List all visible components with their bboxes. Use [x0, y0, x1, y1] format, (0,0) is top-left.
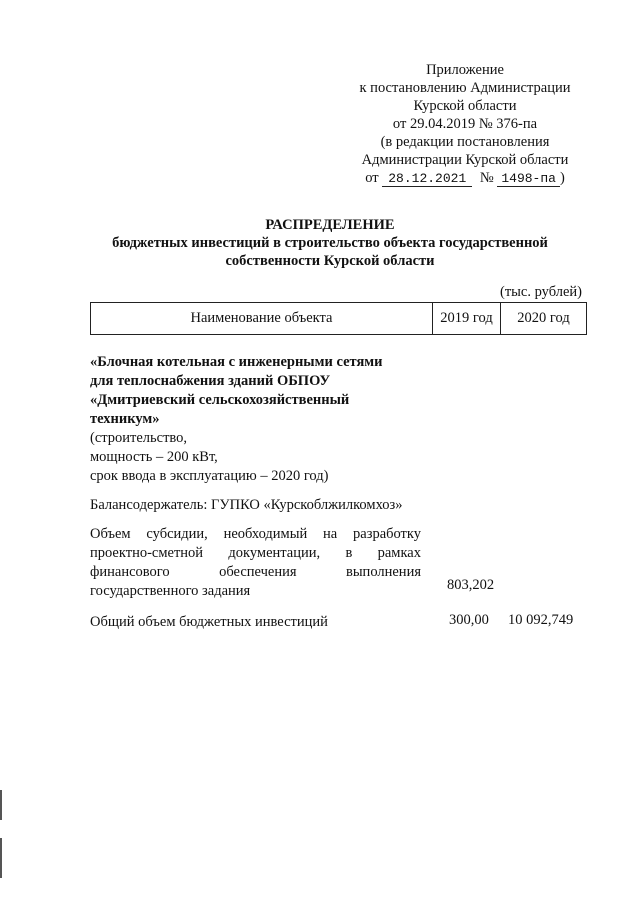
amendment-date: 28.12.2021 — [382, 170, 472, 187]
column-2019-header: 2019 год — [440, 310, 493, 326]
subsidy-line: финансового обеспечения выполнения — [90, 564, 421, 580]
subsidy-value-2019: 803,202 — [447, 577, 495, 593]
document-title: РАСПРЕДЕЛЕНИЕ — [265, 217, 395, 233]
total-value-2019: 300,00 — [449, 612, 489, 628]
subsidy-line: государственного задания — [90, 583, 251, 599]
subsidy-line: проектно-сметной документации, в рамках — [90, 545, 421, 561]
appendix-ref-line: к постановлению Администрации — [359, 80, 571, 96]
object-name-line: техникум» — [90, 411, 160, 427]
column-name-header: Наименование объекта — [190, 310, 333, 326]
object-detail-line: мощность – 200 кВт, — [90, 449, 218, 465]
balance-holder: Балансодержатель: ГУПКО «Курскоблжилкомхоз» — [90, 497, 403, 513]
column-2020-header: 2020 год — [517, 310, 570, 326]
number-prefix: № — [479, 170, 494, 186]
object-detail-line: (строительство, — [90, 430, 188, 446]
document-subtitle-1: бюджетных инвестиций в строительство объекта государственной — [112, 235, 548, 251]
amendment-number: 1498-па — [497, 170, 560, 187]
appendix-amendment-line — [335, 169, 595, 188]
scan-edge-mark — [0, 838, 2, 878]
units-label: (тыс. рублей) — [500, 284, 582, 300]
table-header — [90, 302, 587, 335]
date-prefix: от — [365, 170, 379, 186]
total-value-2020: 10 092,749 — [508, 612, 574, 628]
object-name-line: «Дмитриевский сельскохозяйственный — [90, 392, 350, 408]
object-detail-line: срок ввода в эксплуатацию – 2020 год) — [90, 468, 329, 484]
total-label: Общий объем бюджетных инвестиций — [90, 614, 328, 630]
document-subtitle-2: собственности Курской области — [225, 253, 435, 269]
scan-edge-mark — [0, 790, 2, 820]
appendix-region-line: Курской области — [413, 98, 517, 114]
appendix-admin-line: Администрации Курской области — [361, 152, 569, 168]
appendix-label: Приложение — [426, 62, 504, 78]
object-name-line: «Блочная котельная с инженерными сетями — [90, 354, 383, 370]
closing-paren: ) — [559, 170, 565, 186]
appendix-original-decree: от 29.04.2019 № 376-па — [392, 116, 538, 132]
appendix-edition-line: (в редакции постановления — [380, 134, 550, 150]
subsidy-line: Объем субсидии, необходимый на разработку — [90, 526, 421, 542]
object-name-line: для теплоснабжения зданий ОБПОУ — [90, 373, 331, 389]
